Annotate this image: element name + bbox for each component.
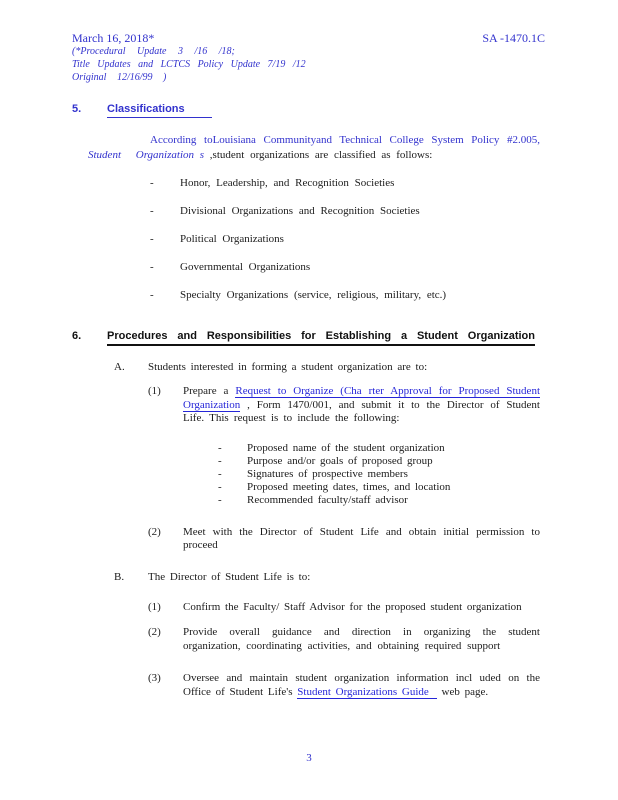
page-header [72,31,545,84]
outline-text-B: The Director of Student Life is to: [148,570,311,583]
dash-bullet: - [218,493,222,506]
outline-body-B1 [183,601,540,615]
outline-item-B1 [148,601,618,615]
outline-item-A [114,361,618,374]
policy-title-suffix: s [199,149,205,161]
list-item [150,177,618,190]
outline-body-A1 [183,385,540,426]
paragraph-line [183,399,540,413]
outline-item-B [114,571,618,584]
bullet-text: Recommended faculty/staff advisor [247,493,408,506]
dash-bullet: - [218,467,222,480]
outline-item-B3 [148,672,618,699]
list-item [218,442,618,455]
student-organizations-guide-link[interactable]: Student Organizations Guide [297,686,437,699]
classification-text: Political Organizations [180,233,284,245]
outline-label-B3: (3) [148,672,161,684]
outline-item-A2 [148,526,618,553]
paragraph-line: organization, coordinating activities, and obtaining required support [183,639,501,652]
list-item [150,289,618,302]
paragraph-line [183,686,540,700]
request-to-organize-link[interactable]: Organization [183,398,241,411]
outline-label-A1: (1) [148,385,161,397]
section-6-number: 6. [72,330,82,342]
classification-text: Specialty Organizations (service, religious, military, etc.) [180,289,447,301]
section-6-title: Procedures and Responsibilities for Establishing a Student Organization [107,330,535,346]
page-number: 3 [306,752,312,764]
line-text: Prepare a [183,385,236,397]
dash-bullet: - [218,454,222,467]
paragraph-line [183,385,540,399]
classification-list [0,177,618,302]
paragraph-line: Life. This request is to include the following: [183,412,400,424]
section-5-heading [72,103,618,118]
paragraph-line: proceed [183,539,218,551]
list-item [150,233,618,246]
dash-bullet: - [150,261,154,273]
outline-label-B1: (1) [148,600,161,613]
intro-line-2 [88,148,618,163]
revision-date: March 16, 2018* [72,31,155,45]
intro-line-2-rest: ,student organizations are classified as follows: [204,149,433,161]
document-id: SA -1470.1C [482,31,545,45]
outline-body-B3 [183,672,540,699]
paragraph-line: Meet with the Director of Student Life and obtain initial permission to [183,525,540,538]
section-5-number: 5. [72,103,82,115]
outline-label-A: A. [114,361,125,373]
header-top-row [72,31,545,45]
dash-bullet: - [218,441,222,454]
policy-title-italic: Student Organization [88,149,195,161]
list-item [150,205,618,218]
paragraph-line: Confirm the Faculty/ Staff Advisor for the proposed student organization [183,600,522,613]
line-text: Office of Student Life's [183,685,298,698]
dash-bullet: - [150,233,154,245]
paragraph-line: Oversee and maintain student organization information incl uded on the [183,672,540,684]
paragraph-line: Provide overall guidance and direction in organizing the student [183,626,540,638]
request-contents-list [218,442,618,507]
line-text: , Form 1470/001, and submit it to the Director of Student [240,398,540,411]
list-item [218,481,618,494]
list-item [218,468,618,481]
list-item [218,455,618,468]
bullet-text: Proposed name of the student organization [247,441,445,454]
outline-text-A: Students interested in forming a student organization are to: [148,361,428,373]
intro-line-1: According toLouisiana Communityand Technical College System Policy #2.005, [150,134,540,146]
bullet-text: Signatures of prospective members [247,467,408,480]
classification-text: Governmental Organizations [180,261,311,273]
dash-bullet: - [150,205,154,217]
outline-label-A2: (2) [148,525,161,538]
section-6-heading [72,330,618,346]
dash-bullet: - [150,177,154,189]
revision-note-line-1: (*Procedural Update 3 /16 /18; [72,46,235,57]
revision-note-line-2: Title Updates and LCTCS Policy Update 7/19 /12 [72,59,306,70]
outline-item-A1 [148,385,618,426]
line-text: web page. [436,685,489,698]
outline-body-B2 [183,626,540,653]
dash-bullet: - [218,480,222,493]
outline-label-B: B. [114,570,125,583]
outline-item-B2 [148,626,618,653]
classifications-intro [0,133,618,163]
classification-text: Divisional Organizations and Recognition Societies [180,205,420,217]
list-item [150,261,618,274]
section-5-title: Classifications [107,103,212,118]
dash-bullet: - [150,289,154,301]
bullet-text: Purpose and/or goals of proposed group [247,454,433,467]
outline-body-A2 [183,526,540,553]
outline-label-B2: (2) [148,626,161,638]
list-item [218,494,618,507]
request-to-organize-link[interactable]: Request to Organize (Cha rter Approval for Proposed Student [235,385,540,397]
classification-text: Honor, Leadership, and Recognition Societies [180,177,395,189]
bullet-text: Proposed meeting dates, times, and location [247,480,451,493]
revision-note-line-3: Original 12/16/99 ) [72,72,167,83]
